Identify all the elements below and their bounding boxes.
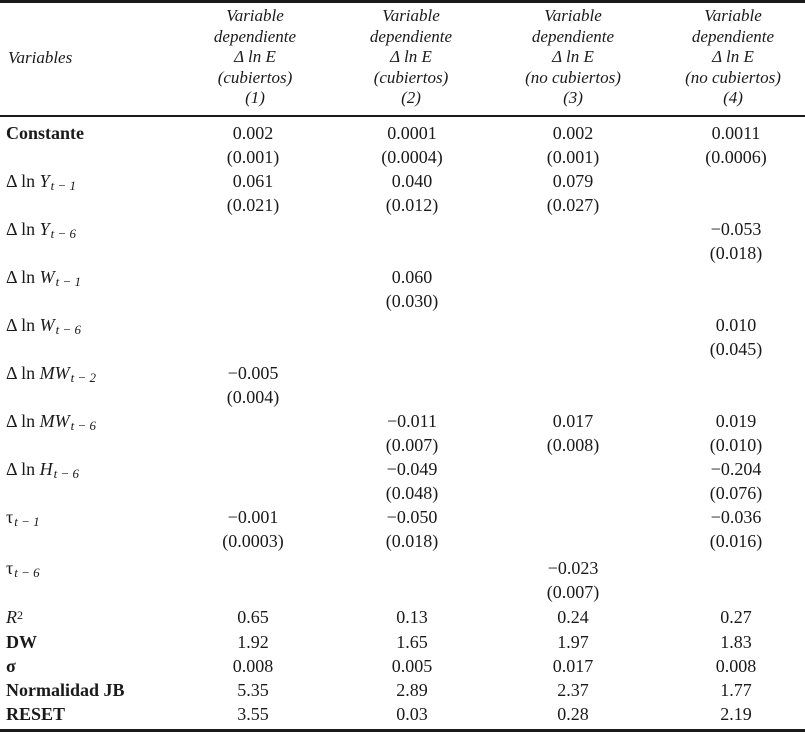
cell-col-4: −0.053 (710, 219, 762, 239)
cell-col-2: −0.049 (386, 459, 438, 479)
table-row (0, 505, 805, 529)
label-prefix: τ (6, 558, 14, 578)
cell-col-1: 3.55 (237, 704, 269, 724)
table-row (0, 457, 805, 481)
label-subscript: t − 6 (53, 466, 79, 481)
table-row (0, 580, 805, 604)
table-row (0, 605, 805, 629)
table-row (0, 289, 805, 313)
table-row (0, 702, 805, 726)
cell-col-2: −0.011 (387, 411, 437, 431)
table-row (0, 630, 805, 654)
table-row (0, 481, 805, 505)
cell-col-4: (0.016) (709, 531, 763, 551)
table-row (0, 361, 805, 385)
cell-col-2: 0.0001 (387, 123, 437, 143)
label-prefix: Δ ln (6, 315, 40, 335)
label-variable: W (39, 267, 55, 287)
cell-col-3: 0.24 (557, 607, 589, 627)
cell-col-4: −0.204 (710, 459, 762, 479)
cell-col-3: 0.28 (557, 704, 589, 724)
label-subscript: t − 6 (50, 226, 76, 241)
row-label: DW (6, 632, 37, 652)
cell-col-2: (0.018) (385, 531, 439, 551)
cell-col-4: 0.010 (715, 315, 757, 335)
row-label (6, 217, 76, 243)
row-label (6, 265, 81, 291)
table-row (0, 654, 805, 678)
label-subscript: t − 1 (55, 274, 81, 289)
cell-col-4: 0.019 (715, 411, 757, 431)
label-prefix: Δ ln (6, 267, 40, 287)
row-label (6, 556, 40, 582)
cell-col-1: 1.92 (237, 632, 269, 652)
cell-col-4: 0.27 (720, 607, 752, 627)
cell-col-4: (0.076) (709, 483, 763, 503)
cell-col-3: 1.97 (557, 632, 589, 652)
cell-col-2: 0.13 (396, 607, 428, 627)
column-header-4: Variable dependiente Δ ln E (no cubiertos) (4) (685, 6, 781, 107)
label-variable: H (39, 459, 53, 479)
cell-col-2: (0.0004) (381, 147, 443, 167)
bottom-rule (0, 729, 805, 732)
cell-col-1: (0.021) (226, 195, 280, 215)
row-label (6, 313, 81, 339)
cell-col-4: 0.0011 (711, 123, 761, 143)
cell-col-1: 0.002 (232, 123, 274, 143)
table-row (0, 121, 805, 145)
cell-col-3: (0.008) (546, 435, 600, 455)
cell-col-4: 1.77 (720, 680, 752, 700)
cell-col-2: 0.060 (391, 267, 433, 287)
label-subscript: t − 6 (55, 322, 81, 337)
cell-col-1: (0.0003) (222, 531, 284, 551)
row-label (6, 505, 40, 531)
row-label (6, 169, 76, 195)
table-row (0, 385, 805, 409)
cell-col-3: 0.017 (552, 656, 594, 676)
cell-col-4: 0.008 (715, 656, 757, 676)
cell-col-2: 0.005 (391, 656, 433, 676)
label-prefix: Δ ln (6, 171, 40, 191)
label-prefix: Δ ln (6, 363, 40, 383)
cell-col-4: 2.19 (720, 704, 752, 724)
label-variable: Y (39, 171, 50, 191)
label-variable: Y (39, 219, 50, 239)
cell-col-1: 5.35 (237, 680, 269, 700)
cell-col-4: 1.83 (720, 632, 752, 652)
table-row (0, 265, 805, 289)
top-rule (0, 0, 805, 3)
label-subscript: t − 6 (70, 418, 96, 433)
cell-col-1: 0.65 (237, 607, 269, 627)
cell-col-1: 0.008 (232, 656, 274, 676)
cell-col-4: (0.010) (709, 435, 763, 455)
table-row (0, 409, 805, 433)
label-subscript: t − 2 (70, 370, 96, 385)
cell-col-1: (0.001) (226, 147, 280, 167)
label-variable: W (39, 315, 55, 335)
label-prefix: Δ ln (6, 219, 40, 239)
label-subscript: t − 1 (14, 514, 40, 529)
table-row (0, 169, 805, 193)
row-label (6, 361, 96, 387)
cell-col-3: 0.079 (552, 171, 594, 191)
table-row (0, 433, 805, 457)
column-header-3: Variable dependiente Δ ln E (no cubiertos) (3) (525, 6, 621, 107)
label-subscript: t − 1 (50, 178, 76, 193)
cell-col-4: (0.0006) (705, 147, 767, 167)
row-label: σ (6, 656, 16, 676)
cell-col-2: 0.03 (396, 704, 428, 724)
label-variable: R (6, 607, 17, 627)
cell-col-2: (0.030) (385, 291, 439, 311)
table-row (0, 529, 805, 553)
label-variable: MW (39, 363, 70, 383)
cell-col-3: (0.027) (546, 195, 600, 215)
table-row (0, 217, 805, 241)
label-prefix: Δ ln (6, 459, 40, 479)
cell-col-2: 2.89 (396, 680, 428, 700)
cell-col-4: (0.018) (709, 243, 763, 263)
cell-col-1: −0.005 (227, 363, 279, 383)
label-variable: MW (39, 411, 70, 431)
cell-col-3: (0.007) (546, 582, 600, 602)
cell-col-1: (0.004) (226, 387, 280, 407)
table-row (0, 556, 805, 580)
cell-col-1: −0.001 (227, 507, 279, 527)
column-header-1: Variable dependiente Δ ln E (cubiertos) (1) (213, 6, 297, 107)
cell-col-2: 1.65 (396, 632, 428, 652)
label-subscript: t − 6 (14, 565, 40, 580)
label-prefix: τ (6, 507, 14, 527)
row-label: Normalidad JB (6, 680, 125, 700)
row-label (6, 457, 79, 483)
row-label (6, 605, 23, 631)
cell-col-3: 0.017 (552, 411, 594, 431)
cell-col-4: (0.045) (709, 339, 763, 359)
table-row (0, 145, 805, 169)
row-label (6, 409, 96, 435)
cell-col-4: −0.036 (710, 507, 762, 527)
label-prefix: Δ ln (6, 411, 40, 431)
cell-col-2: (0.048) (385, 483, 439, 503)
table-row (0, 193, 805, 217)
cell-col-2: −0.050 (386, 507, 438, 527)
row-label: RESET (6, 704, 66, 724)
table-row (0, 678, 805, 702)
table-row (0, 241, 805, 265)
cell-col-3: 0.002 (552, 123, 594, 143)
cell-col-2: (0.007) (385, 435, 439, 455)
table-row (0, 313, 805, 337)
label-superscript: 2 (17, 608, 23, 622)
table-row (0, 337, 805, 361)
cell-col-3: 2.37 (557, 680, 589, 700)
cell-col-2: 0.040 (391, 171, 433, 191)
cell-col-1: 0.061 (232, 171, 274, 191)
cell-col-3: −0.023 (547, 558, 599, 578)
column-header-2: Variable dependiente Δ ln E (cubiertos) (2) (369, 6, 453, 107)
variables-header: Variables (8, 48, 73, 67)
cell-col-2: (0.012) (385, 195, 439, 215)
cell-col-3: (0.001) (546, 147, 600, 167)
header-rule (0, 115, 805, 117)
row-label: Constante (6, 123, 85, 143)
